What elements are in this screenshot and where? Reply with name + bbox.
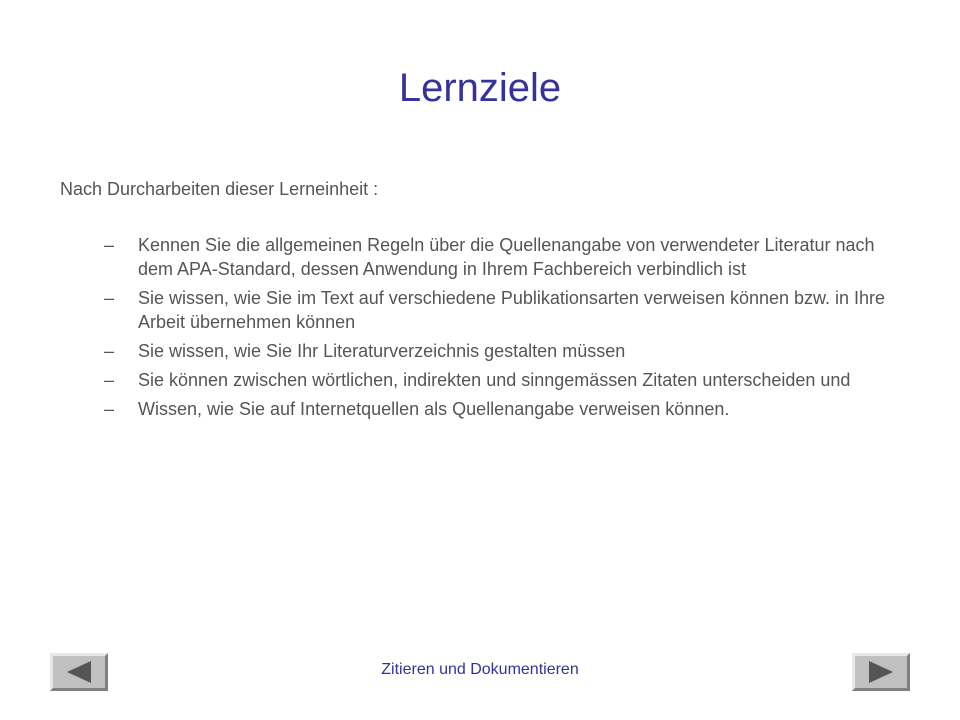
next-slide-button[interactable] (852, 653, 910, 691)
footer-title: Zitieren und Dokumentieren (381, 661, 579, 678)
list-item-text: Sie wissen, wie Sie Ihr Literaturverzeichnis gestalten müssen (138, 341, 626, 361)
bullet-dash: – (104, 399, 115, 419)
list-item (104, 368, 894, 392)
bullet-dash: – (104, 341, 115, 361)
list-item (104, 233, 894, 281)
list-item (104, 286, 894, 334)
list-item-text: Sie können zwischen wörtlichen, indirekten und sinngemässen Zitaten unterscheiden und (138, 370, 851, 390)
list-item (104, 397, 894, 421)
bullet-dash: – (104, 370, 115, 390)
slide-title: Lernziele (398, 66, 562, 110)
list-item-text: Sie wissen, wie Sie im Text auf verschiedene Publikationsarten verweisen können bzw. in Ihre Arbeit übernehmen können (138, 288, 886, 332)
intro-text: Nach Durcharbeiten dieser Lerneinheit : (60, 179, 379, 199)
bullet-dash: – (104, 235, 115, 255)
triangle-right-icon (855, 656, 907, 688)
list-item-text: Kennen Sie die allgemeinen Regeln über die Quellenangabe von verwendeter Literatur nach dem APA-Standard, dessen Anwendung in Ihrem Fachbereich verbindlich ist (138, 235, 875, 279)
bullet-dash: – (104, 288, 115, 308)
list-item-text: Wissen, wie Sie auf Internetquellen als Quellenangabe verweisen können. (138, 399, 730, 419)
list-item (104, 339, 894, 363)
objectives-list (104, 233, 894, 426)
